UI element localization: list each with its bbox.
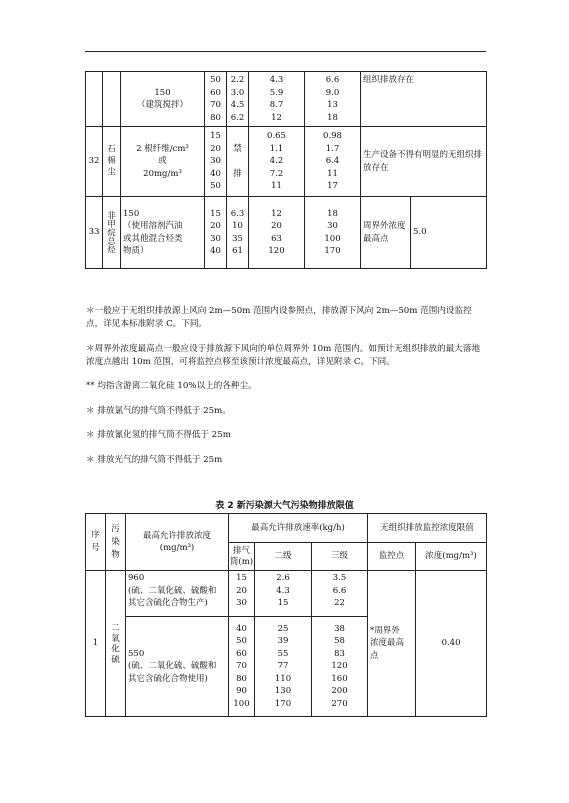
height-cell: 15 20 30 40: [205, 197, 227, 269]
table-caption: 表 2 新污染源大气污染物排放限值: [215, 501, 354, 511]
rate2-cell: 12 20 63 120: [249, 197, 305, 269]
header-height: 排气筒(m): [229, 543, 255, 571]
header-grade3: 三级: [312, 543, 368, 571]
rate2-cell: 0.65 1.1 4.2 7.2 11: [249, 127, 305, 197]
row-no: 33: [86, 197, 103, 269]
header-limit: 浓度(mg/m³): [416, 543, 487, 571]
row-no: 1: [86, 571, 106, 717]
header-row: [86, 514, 487, 543]
note: ＊ 排放氰化氢的排气筒不得低于 25m: [86, 430, 231, 440]
row-pollutant: 石棉尘: [103, 127, 121, 197]
header-monitor: 监控点: [368, 543, 416, 571]
header-conc: 最高允许排放浓度 (mg/m³): [126, 514, 229, 571]
conc-cell: 550 (硫、二氧化硫、硫酸和 其它含硫化合物使用): [126, 617, 229, 717]
header-grade2: 二级: [255, 543, 312, 571]
header-pollutant: 污染物: [106, 514, 126, 571]
conc-cell: 960 (硫、二氧化硫、硫酸和 其它含硫化合物生产): [126, 571, 229, 617]
table-1: [85, 71, 487, 269]
grade3-cell: 3.5 6.6 22: [312, 571, 368, 617]
rate3-cell: 18 30 100 170: [305, 197, 361, 269]
grade2-cell: 25 39 55 77 110 130 170: [255, 617, 312, 717]
grade3-cell: 38 58 83 120 160 200 270: [312, 617, 368, 717]
monitor-cell: 生产设备不得有明显的无组织排放存在: [361, 127, 487, 197]
rate2-cell: 4.3 5.9 8.7 12: [249, 72, 305, 127]
height-cell: 15 20 30: [229, 571, 255, 617]
header-rule: [85, 51, 486, 52]
table-row: [86, 72, 487, 127]
conc-cell: 150 （使用溶剂汽油 或其他混合烃类 物质）: [121, 197, 205, 269]
row-no: 32: [86, 127, 103, 197]
rate1-cell: 2.2 3.0 4.5 6.2: [227, 72, 249, 127]
header-rate: 最高允许排放速率(kg/h): [229, 514, 368, 543]
rate3-cell: 6.6 9.0 13 18: [305, 72, 361, 127]
table-row: [86, 197, 487, 269]
height-cell: 50 60 70 80: [205, 72, 227, 127]
row-pollutant: [103, 72, 121, 127]
limit-cell: 0.40: [416, 571, 487, 717]
note: ＊ 排放光气的排气筒不得低于 25m: [86, 454, 223, 465]
row-pollutant: 二氧化硫: [106, 571, 126, 717]
table-row: [86, 127, 487, 197]
row-no: [86, 72, 103, 127]
table-2: [85, 513, 487, 717]
height-cell: 40 50 60 70 80 90 100: [229, 617, 255, 717]
rate1-cell: 禁 排: [227, 127, 249, 197]
height-cell: 15 20 30 40 50: [205, 127, 227, 197]
grade2-cell: 2.6 4.3 15: [255, 571, 312, 617]
table-row: [86, 571, 487, 617]
rate3-cell: 0.98 1.7 6.4 11 17: [305, 127, 361, 197]
header-unorg: 无组织排放监控浓度限值: [368, 514, 487, 543]
header-no: 序号: [86, 514, 106, 571]
note: ＊ 排放氯气的排气筒不得低于 25m。: [86, 405, 231, 416]
note: ** 均指含游离二氧化硅 10%以上的各种尘。: [86, 381, 257, 391]
note: ＊周界外浓度最高点一般应设于排放源下风向的单位周界外 10m 范围内。如预计无组织排放的最大落地浓度点越出 10m 范围，可将监控点移至该预计浓度最高点，详见附录 C。下同。: [86, 343, 481, 367]
note: ＊一般应于无组织排放源上风向 2m—50m 范围内设参照点，排放源下风向 2m—50m 范围内设监控点，详见本标准附录 C。下同。: [86, 306, 472, 329]
monitor-cell: *周界外 浓度最高 点: [368, 571, 416, 717]
footnotes: [86, 305, 486, 478]
conc-cell: 150 （建筑搅拌）: [121, 72, 205, 127]
monitor-cell: 组织排放存在: [361, 72, 487, 127]
monitor-cell: 周界外浓度最高点: [361, 197, 411, 269]
conc-cell: 2 根纤维/cm³ 或 20mg/m³: [121, 127, 205, 197]
limit-cell: 5.0: [411, 197, 487, 269]
rate1-cell: 6.3 10 35 61: [227, 197, 249, 269]
row-pollutant: 非甲烷总烃: [103, 197, 121, 269]
